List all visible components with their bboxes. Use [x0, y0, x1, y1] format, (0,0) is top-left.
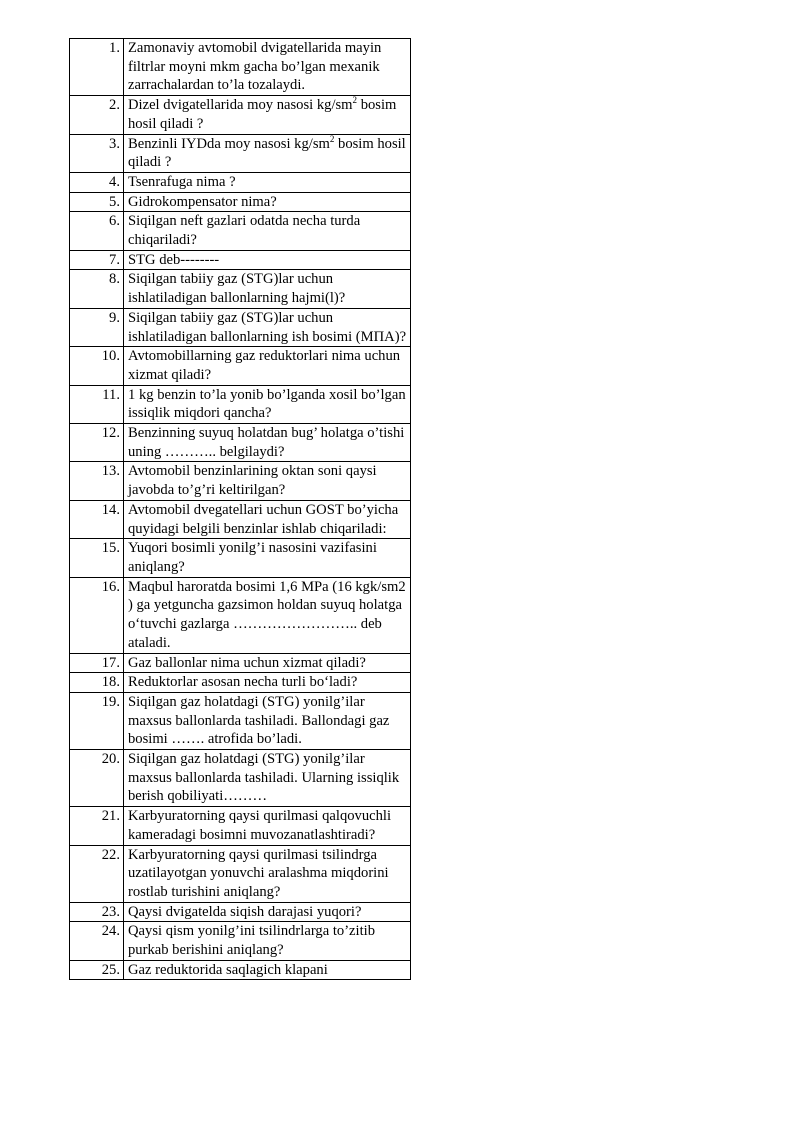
- question-text: 1 kg benzin to’la yonib bo’lganda xosil bo’lgan issiqlik miqdori qancha?: [124, 385, 411, 423]
- table-row: [70, 385, 411, 423]
- question-number: 3.: [70, 134, 124, 172]
- question-text: Avtomobil benzinlarining oktan soni qaysi javobda to’g’ri keltirilgan?: [124, 462, 411, 500]
- question-text: Maqbul haroratda bosimi 1,6 MPa (16 kgk/sm2 ) ga yetguncha gazsimon holdan suyuq holatga o‘tuvchi gazlarga …………………….. deb ataladi.: [124, 577, 411, 653]
- question-text: Yuqori bosimli yonilg’i nasosini vazifasini aniqlang?: [124, 539, 411, 577]
- table-row: [70, 308, 411, 346]
- question-number: 2.: [70, 96, 124, 134]
- question-text: Siqilgan gaz holatdagi (STG) yonilg’ilar maxsus ballonlarda tashiladi. Ballondagi gaz bosimi ……. atrofida bo’ladi.: [124, 692, 411, 749]
- superscript: 2: [352, 95, 358, 106]
- question-number: 25.: [70, 960, 124, 980]
- question-number: 8.: [70, 270, 124, 308]
- question-number: 24.: [70, 922, 124, 960]
- question-text: Tsenrafuga nima ?: [124, 172, 411, 192]
- question-number: 7.: [70, 250, 124, 270]
- question-text: Gidrokompensator nima?: [124, 192, 411, 212]
- table-row: [70, 500, 411, 538]
- question-text: Zamonaviy avtomobil dvigatellarida mayin filtrlar moyni mkm gacha bo’lgan mexanik zarrachalardan to’la tozalaydi.: [124, 39, 411, 96]
- table-row: [70, 39, 411, 96]
- table-row: [70, 96, 411, 134]
- question-text: Siqilgan gaz holatdagi (STG) yonilg’ilar maxsus ballonlarda tashiladi. Ularning issiqlik berish qobiliyati………: [124, 750, 411, 807]
- table-row: [70, 577, 411, 653]
- question-number: 22.: [70, 845, 124, 902]
- question-number: 9.: [70, 308, 124, 346]
- question-text: Siqilgan tabiiy gaz (STG)lar uchun ishlatiladigan ballonlarning hajmi(l)?: [124, 270, 411, 308]
- question-number: 13.: [70, 462, 124, 500]
- table-row: [70, 462, 411, 500]
- question-number: 10.: [70, 347, 124, 385]
- table-row: [70, 750, 411, 807]
- question-text: [124, 134, 411, 172]
- question-number: 5.: [70, 192, 124, 212]
- question-text: Karbyuratorning qaysi qurilmasi tsilindrga uzatilayotgan yonuvchi aralashma miqdorini rostlab turishini aniqlang?: [124, 845, 411, 902]
- question-text: Qaysi dvigatelda siqish darajasi yuqori?: [124, 902, 411, 922]
- question-text: Avtomobillarning gaz reduktorlari nima uchun xizmat qiladi?: [124, 347, 411, 385]
- question-number: 11.: [70, 385, 124, 423]
- question-text: [124, 96, 411, 134]
- questions-table: [69, 38, 411, 980]
- question-number: 23.: [70, 902, 124, 922]
- question-text: Siqilgan tabiiy gaz (STG)lar uchun ishlatiladigan ballonlarning ish bosimi (МПА)?: [124, 308, 411, 346]
- questions-table-body: [70, 39, 411, 980]
- question-text: Karbyuratorning qaysi qurilmasi qalqovuchli kameradagi bosimni muvozanatlashtiradi?: [124, 807, 411, 845]
- question-number: 15.: [70, 539, 124, 577]
- table-row: [70, 424, 411, 462]
- table-row: [70, 902, 411, 922]
- question-number: 12.: [70, 424, 124, 462]
- table-row: [70, 539, 411, 577]
- table-row: [70, 960, 411, 980]
- table-row: [70, 347, 411, 385]
- table-row: [70, 172, 411, 192]
- question-text-part: bosim hosil qiladi ?: [128, 97, 397, 132]
- question-text-part: bosim hosil qiladi ?: [128, 135, 406, 171]
- table-row: [70, 270, 411, 308]
- table-row: [70, 845, 411, 902]
- question-number: 19.: [70, 692, 124, 749]
- table-row: [70, 192, 411, 212]
- question-text: STG deb--------: [124, 250, 411, 270]
- question-number: 4.: [70, 172, 124, 192]
- question-number: 20.: [70, 750, 124, 807]
- table-row: [70, 673, 411, 693]
- table-row: [70, 250, 411, 270]
- question-text: Siqilgan neft gazlari odatda necha turda chiqariladi?: [124, 212, 411, 250]
- superscript: 2: [329, 133, 335, 144]
- question-number: 16.: [70, 577, 124, 653]
- question-number: 14.: [70, 500, 124, 538]
- table-row: [70, 807, 411, 845]
- question-number: 17.: [70, 653, 124, 673]
- question-number: 18.: [70, 673, 124, 693]
- question-text: Gaz reduktorida saqlagich klapani: [124, 960, 411, 980]
- table-row: [70, 653, 411, 673]
- table-row: [70, 212, 411, 250]
- question-text-part: Benzinli IYDda moy nasosi kg/sm: [128, 135, 330, 152]
- table-row: [70, 922, 411, 960]
- table-row: [70, 692, 411, 749]
- question-number: 6.: [70, 212, 124, 250]
- table-row: [70, 134, 411, 172]
- question-text: Gaz ballonlar nima uchun xizmat qiladi?: [124, 653, 411, 673]
- question-text: Benzinning suyuq holatdan bug’ holatga o’tishi uning ……….. belgilaydi?: [124, 424, 411, 462]
- question-text: Avtomobil dvegatellari uchun GOST bo’yicha quyidagi belgili benzinlar ishlab chiqariladi:: [124, 500, 411, 538]
- question-number: 1.: [70, 39, 124, 96]
- question-text: Qaysi qism yonilg’ini tsilindrlarga to’zitib purkab berishini aniqlang?: [124, 922, 411, 960]
- question-text: Reduktorlar asosan necha turli bo‘ladi?: [124, 673, 411, 693]
- question-number: 21.: [70, 807, 124, 845]
- question-text-part: Dizel dvigatellarida moy nasosi kg/sm: [128, 97, 353, 114]
